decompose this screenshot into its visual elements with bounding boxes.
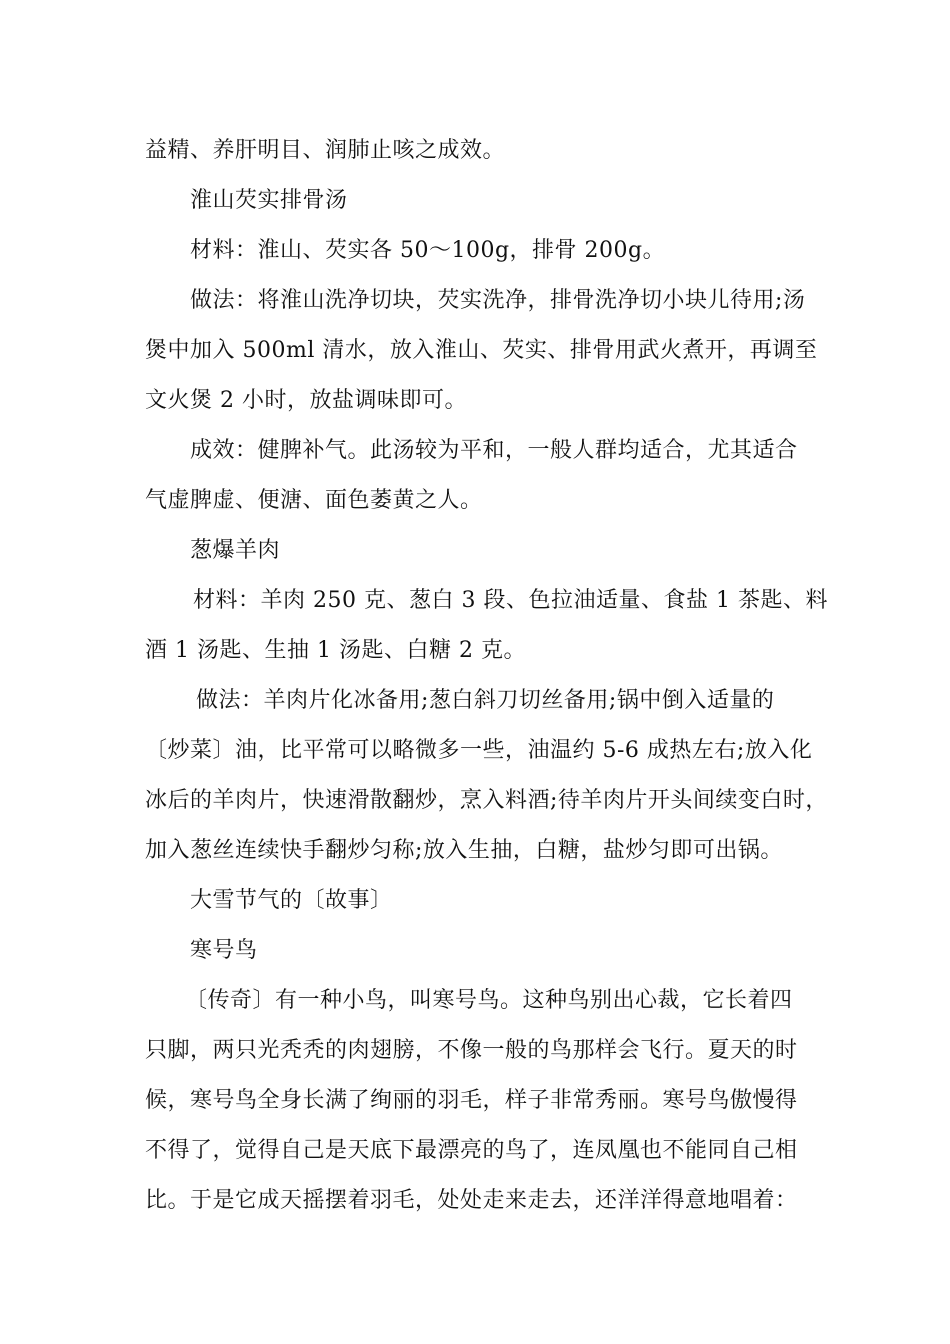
paragraph-line: 加入葱丝连续快手翻炒匀称;放入生抽，白糖，盐炒匀即可出锅。 — [145, 838, 783, 863]
story-title: 寒号鸟 — [190, 938, 258, 963]
paragraph-line: 做法：羊肉片化冰备用;葱白斜刀切丝备用;锅中倒入适量的 — [196, 688, 775, 713]
paragraph-line: 煲中加入 500ml 清水，放入淮山、芡实、排骨用武火煮开，再调至 — [145, 338, 818, 363]
paragraph-line: 材料：淮山、芡实各 50～100g，排骨 200g。 — [190, 238, 666, 263]
paragraph-line: 〔炒菜〕油，比平常可以略微多一些，油温约 5-6 成热左右;放入化 — [145, 738, 813, 763]
paragraph-line: 冰后的羊肉片，快速滑散翻炒，烹入料酒;待羊肉片开头间续变白时， — [145, 788, 828, 813]
recipe-title: 淮山芡实排骨汤 — [190, 188, 348, 213]
paragraph-line: 〔传奇〕有一种小鸟，叫寒号鸟。这种鸟别出心裁，它长着四 — [185, 988, 793, 1013]
paragraph-line: 气虚脾虚、便溏、面色萎黄之人。 — [145, 488, 483, 513]
paragraph-line: 文火煲 2 小时，放盐调味即可。 — [145, 388, 467, 413]
paragraph-line: 不得了，觉得自己是天底下最漂亮的鸟了，连凤凰也不能同自己相 — [145, 1138, 798, 1163]
paragraph-line: 比。于是它成天摇摆着羽毛，处处走来走去，还洋洋得意地唱着： — [145, 1188, 798, 1213]
paragraph-line: 候，寒号鸟全身长满了绚丽的羽毛，样子非常秀丽。寒号鸟傲慢得 — [145, 1088, 798, 1113]
paragraph-line: 成效：健脾补气。此汤较为平和，一般人群均适合，尤其适合 — [190, 438, 798, 463]
paragraph-line: 做法：将淮山洗净切块，芡实洗净，排骨洗净切小块儿待用;汤 — [190, 288, 806, 313]
recipe-title: 葱爆羊肉 — [190, 538, 281, 563]
paragraph-line: 益精、养肝明目、润肺止咳之成效。 — [145, 138, 506, 163]
paragraph-line: 只脚，两只光秃秃的肉翅膀，不像一般的鸟那样会飞行。夏天的时 — [145, 1038, 798, 1063]
paragraph-line: 材料：羊肉 250 克、葱白 3 段、色拉油适量、食盐 1 茶匙、料 — [193, 588, 828, 613]
section-title: 大雪节气的〔故事〕 — [190, 888, 393, 913]
paragraph-line: 酒 1 汤匙、生抽 1 汤匙、白糖 2 克。 — [145, 638, 526, 663]
